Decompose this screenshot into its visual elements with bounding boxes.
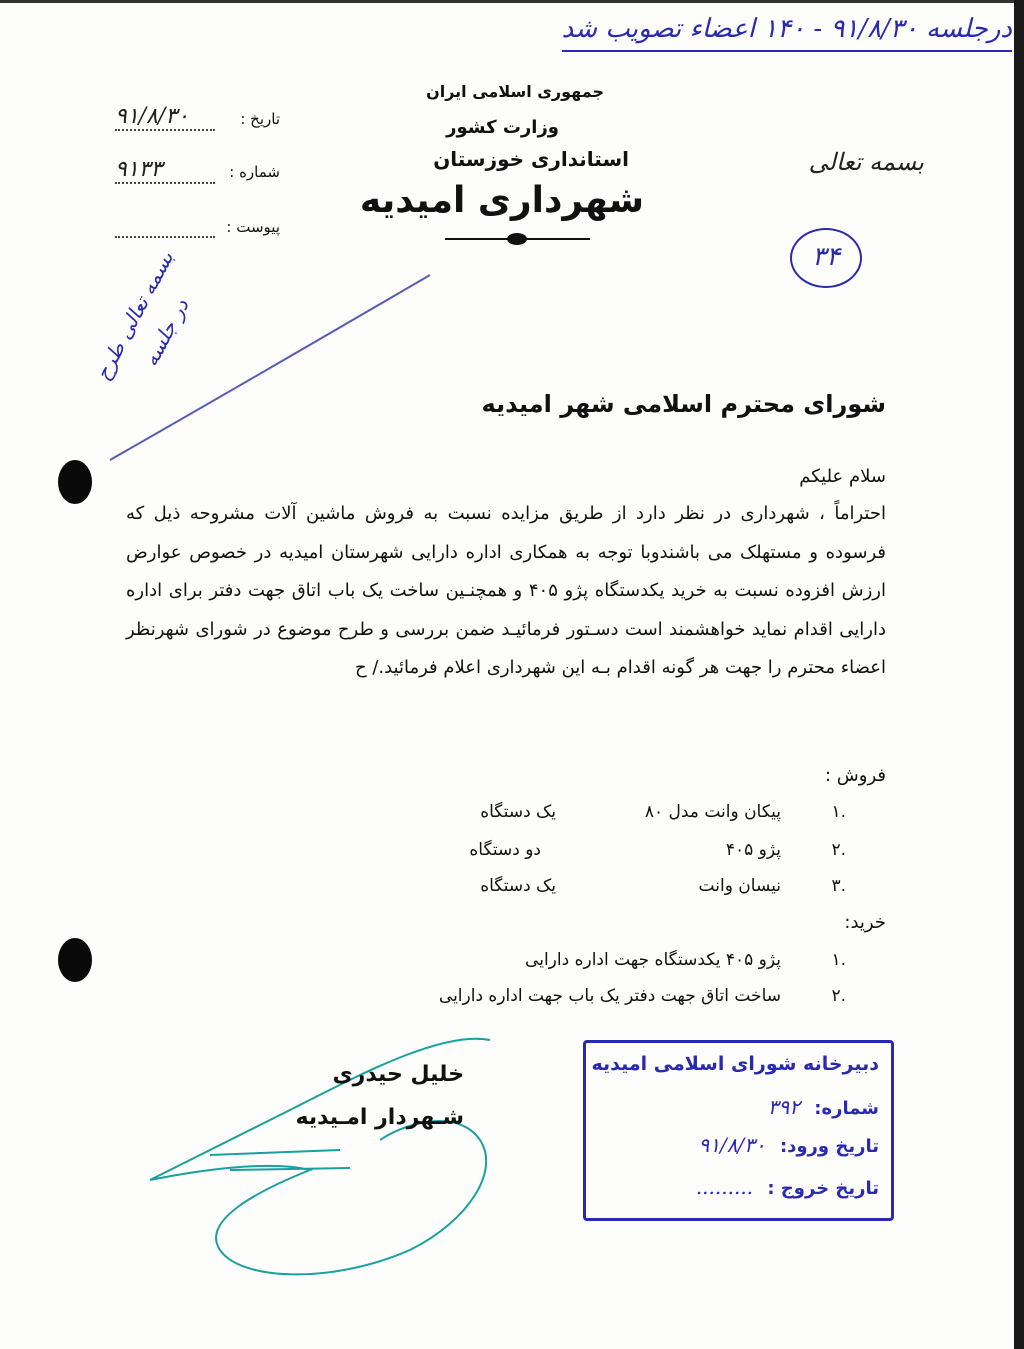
signatory-name: خلیل حیدری	[332, 1062, 464, 1087]
letterhead-republic: جمهوری اسلامی ایران	[426, 82, 604, 101]
list-item-quantity: دو دستگاه	[469, 840, 541, 860]
list-item-name: نیسان وانت	[698, 876, 781, 896]
letter-greeting: سلام علیکم	[799, 466, 886, 487]
council-stamp	[583, 1040, 894, 1221]
diagonal-pen-stroke	[100, 270, 440, 470]
letterhead-ministry: وزارت کشور	[446, 117, 559, 138]
date-field	[100, 104, 280, 142]
list-item-name: پژو ۴۰۵ یکدستگاه جهت اداره دارایی	[525, 950, 781, 970]
list-item-number: .۱	[831, 950, 846, 970]
number-field	[100, 157, 280, 195]
list-item-name: ساخت اتاق جهت دفتر یک باب جهت اداره دارایی	[438, 986, 781, 1006]
list-item	[366, 950, 846, 982]
stamp-number	[768, 1095, 879, 1119]
stamp-number-value: ۳۹۲	[767, 1095, 800, 1119]
circled-page-number: ۳۴	[790, 228, 862, 288]
letterhead-ornament	[445, 238, 590, 240]
list-item-number: .۲	[831, 986, 846, 1006]
date-label: تاریخ :	[240, 110, 280, 128]
list-item	[366, 986, 846, 1018]
purchase-heading: خرید:	[844, 912, 886, 933]
list-item-quantity: یک دستگاه	[480, 802, 556, 822]
handwritten-top-note: درجلسه ۹۱/۸/۳۰ - ۱۴۰ اعضاء تصویب شد	[562, 14, 1012, 52]
list-item-number: .۱	[831, 802, 846, 822]
list-item-name: پیکان وانت مدل ۸۰	[644, 802, 781, 822]
list-item-quantity: یک دستگاه	[480, 876, 556, 896]
stamp-entry-label: تاریخ ورود:	[779, 1136, 879, 1157]
attachment-label: پیوست :	[226, 218, 280, 236]
handwritten-side-note: بسمه تعالی طرح در جلسه	[90, 247, 194, 385]
punch-hole-bottom	[58, 938, 92, 982]
scan-edge-top	[0, 0, 1024, 3]
punch-hole-top	[58, 460, 92, 504]
attachment-value	[115, 222, 215, 238]
letter-addressee: شورای محترم اسلامی شهر امیدیه	[481, 390, 886, 418]
stamp-exit-label: تاریخ خروج :	[767, 1178, 879, 1199]
stamp-entry-value: ۹۱/۸/۳۰	[698, 1133, 766, 1157]
list-item	[366, 802, 846, 834]
letterhead-municipality: شهرداری امیدیه	[359, 180, 644, 221]
list-item-number: .۲	[831, 840, 846, 860]
stamp-number-label: شماره:	[814, 1098, 879, 1119]
sale-heading: فروش :	[825, 765, 886, 786]
scan-edge-right	[1014, 0, 1024, 1349]
letterhead-province: استانداری خوزستان	[433, 147, 629, 171]
stamp-exit-value: .........	[695, 1175, 754, 1199]
list-item	[366, 876, 846, 908]
signatory-title: شـهردار امـیدیه	[295, 1105, 464, 1130]
handwritten-signature	[110, 1020, 530, 1290]
stamp-entry-date	[698, 1133, 879, 1157]
list-item-name: پژو ۴۰۵	[725, 840, 781, 860]
number-label: شماره :	[229, 163, 280, 181]
stamp-title: دبیرخانه شورای اسلامی امیدیه	[591, 1053, 879, 1075]
stamp-exit-date	[696, 1175, 879, 1199]
list-item	[366, 840, 846, 872]
number-value: ۹۱۳۳	[115, 157, 215, 184]
basmala: بسمه تعالی	[808, 148, 924, 176]
date-value: ۹۱/۸/۳۰	[115, 104, 215, 131]
letter-body: احتراماً ، شهرداری در نظر دارد از طریق مزایده نسبت به فروش ماشین آلات مشروحه ذیل که فرسوده و مستهلک می باشندوبا توجه به همکاری اداره دارایی شهرستان امیدیه در خصوص عوارض ارزش افزوده نسبت به خرید یکدستگاه پژو ۴۰۵ و همچنـین ساخت یک باب اتاق جهت دفتر برای اداره دارایی اقدام نماید خواهشمند است دسـتور فرمائیـد ضمن بررسی و طرح موضوع در شورای شهرنظر اعضاء محترم را جهت هر گونه اقدام بـه این شهرداری اعلام فرمائید./ ح	[126, 503, 886, 678]
list-item-number: .۳	[831, 876, 846, 896]
attachment-field	[100, 218, 280, 250]
